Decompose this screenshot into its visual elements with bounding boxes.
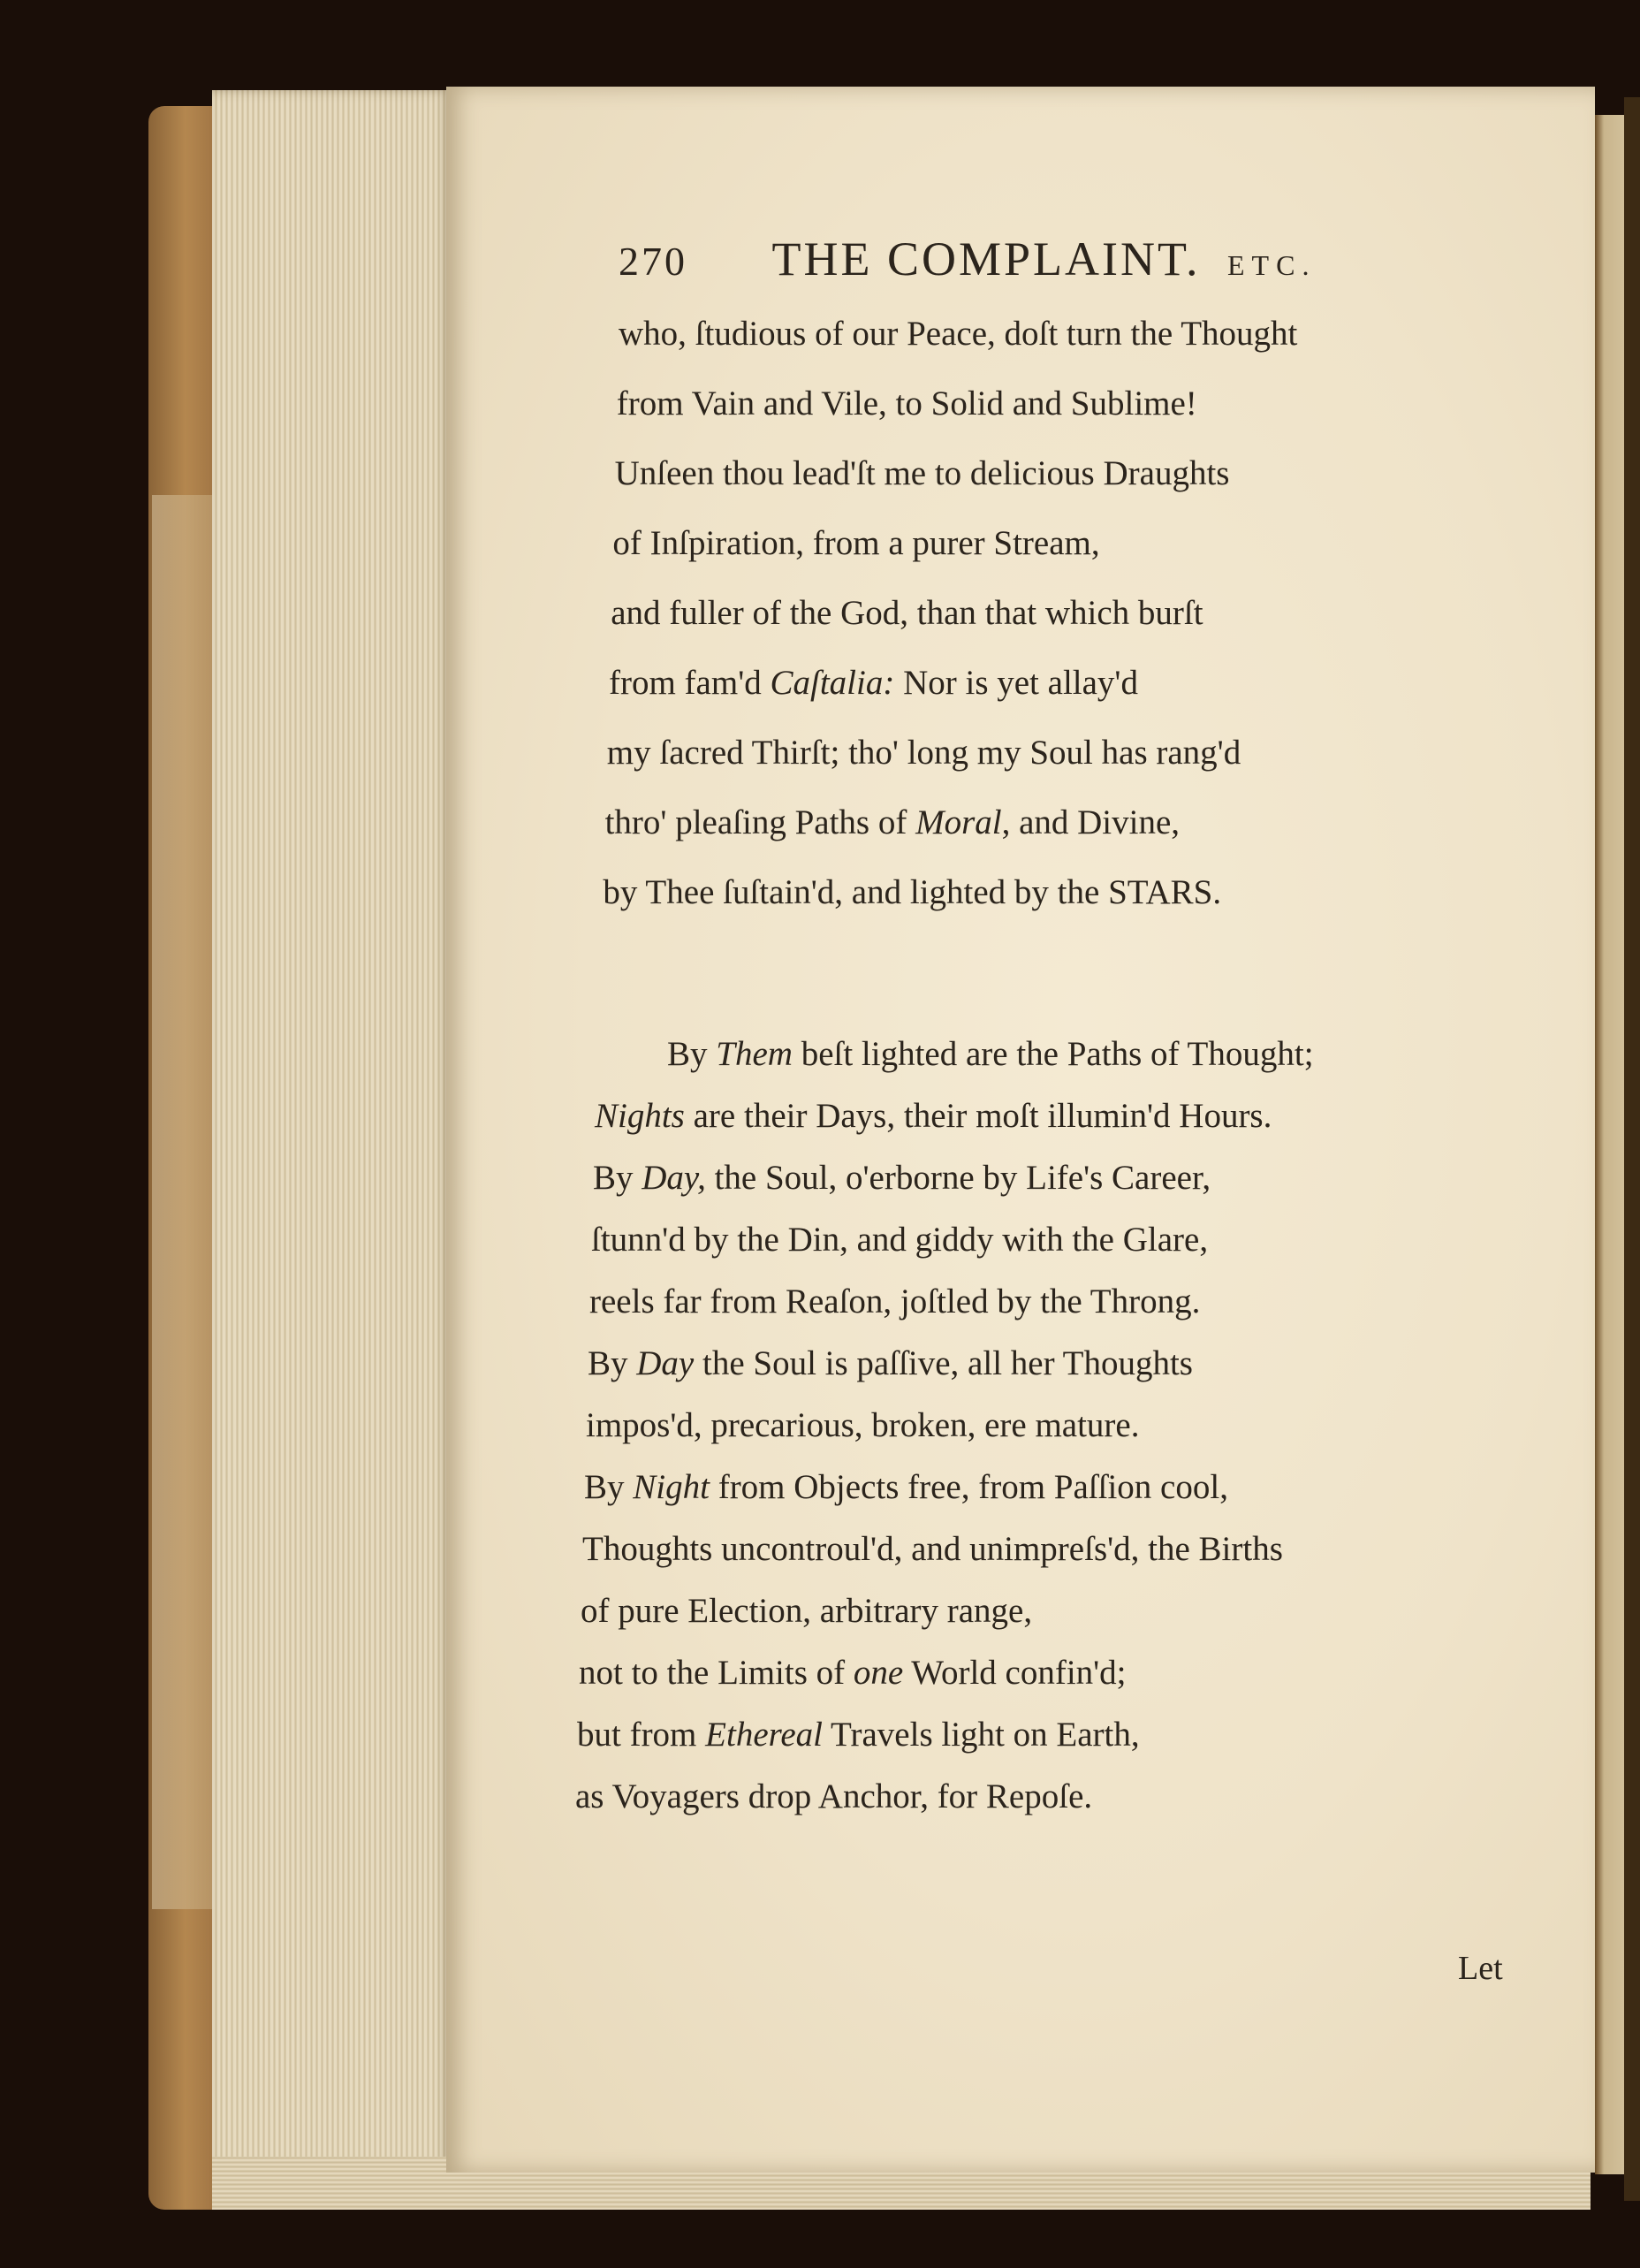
verse-text: from fam'd bbox=[609, 664, 771, 702]
verse-italic: Nights bbox=[595, 1097, 685, 1135]
running-title: THE COMPLAINT. bbox=[771, 232, 1201, 285]
verse-italic: Day, bbox=[642, 1159, 706, 1197]
verse-line bbox=[607, 733, 1241, 772]
verse-line bbox=[582, 1529, 1283, 1569]
verse-line bbox=[615, 453, 1230, 493]
verse-text: by Thee ſuſtain'd, and lighted by the STARS. bbox=[603, 873, 1222, 911]
verse-text: my ſacred Thirſt; tho' long my Soul has rang'd bbox=[606, 734, 1241, 772]
verse-line bbox=[589, 1282, 1200, 1321]
verse-line bbox=[577, 1715, 1140, 1754]
verse-text: as Voyagers drop Anchor, for Repoſe. bbox=[575, 1777, 1093, 1815]
verse-italic: Them bbox=[716, 1035, 793, 1073]
verse-line bbox=[617, 384, 1197, 423]
verse-text: of pure Election, arbitrary range, bbox=[581, 1592, 1033, 1630]
verse-line bbox=[595, 1096, 1272, 1136]
verse-text: of Inſpiration, from a purer Stream, bbox=[612, 524, 1100, 562]
verse-line bbox=[591, 1220, 1208, 1260]
verse-text: and fuller of the God, than that which burſt bbox=[611, 594, 1203, 632]
book-cover-right bbox=[1624, 97, 1640, 2201]
verse-text: are their Days, their moſt illumin'd Hours. bbox=[684, 1097, 1272, 1135]
verse-line bbox=[586, 1405, 1139, 1445]
verse-text: ſtunn'd by the Din, and giddy with the Glare, bbox=[591, 1221, 1209, 1259]
verse-text: World confin'd; bbox=[903, 1654, 1127, 1692]
verse-text: Travels light on Earth, bbox=[823, 1716, 1140, 1754]
catchword: Let bbox=[1458, 1950, 1503, 1987]
running-header bbox=[619, 232, 1414, 302]
verse-line bbox=[612, 523, 1099, 563]
verse-line bbox=[619, 314, 1297, 354]
verse-text: the Soul, o'erborne by Life's Career, bbox=[705, 1159, 1211, 1197]
verse-text: By bbox=[584, 1468, 634, 1506]
verse-text: Nor is yet allay'd bbox=[894, 664, 1138, 702]
verse-text: reels far from Reaſon, joſtled by the Throng. bbox=[589, 1282, 1201, 1320]
verse-line bbox=[605, 803, 1180, 842]
verse-italic: one bbox=[853, 1654, 904, 1692]
verse-text: By bbox=[593, 1159, 642, 1197]
verse-text: not to the Limits of bbox=[579, 1654, 854, 1692]
verse-text: thro' pleaſing Paths of bbox=[604, 803, 916, 841]
verse-text: who, ſtudious of our Peace, doſt turn the Thought bbox=[619, 315, 1298, 353]
page-edges bbox=[212, 90, 451, 2194]
page-number: 270 bbox=[619, 239, 687, 284]
verse-text: the Soul is paſſive, all her Thoughts bbox=[694, 1344, 1193, 1382]
verse-line bbox=[581, 1591, 1032, 1631]
verse-text: Unſeen thou lead'ſt me to delicious Draughts bbox=[614, 454, 1230, 492]
verse-italic: Night bbox=[633, 1468, 710, 1506]
verse-line bbox=[603, 872, 1221, 912]
verse-line bbox=[609, 663, 1138, 703]
verse-line bbox=[611, 593, 1203, 633]
verse-text: impos'd, precarious, broken, ere mature. bbox=[586, 1406, 1140, 1444]
verse-italic: Day bbox=[636, 1344, 695, 1382]
verse-italic: Ethereal bbox=[705, 1716, 823, 1754]
verse-text: beſt lighted are the Paths of Thought; bbox=[792, 1035, 1314, 1073]
running-title-suffix: ETC. bbox=[1227, 249, 1317, 281]
verse-text: from Vain and Vile, to Solid and Sublime! bbox=[616, 384, 1197, 422]
verse-text: but from bbox=[577, 1716, 706, 1754]
verse-text: By bbox=[667, 1035, 717, 1073]
cover-worn-patch bbox=[152, 495, 214, 1909]
verse-italic: Moral bbox=[915, 803, 1002, 841]
verse-text: By bbox=[588, 1344, 637, 1382]
verse-line bbox=[667, 1034, 1314, 1074]
verse-text: , and Divine, bbox=[1001, 803, 1181, 841]
verse-italic: Caſtalia: bbox=[770, 664, 895, 702]
verse-line bbox=[593, 1158, 1211, 1198]
verse-text: from Objects free, from Paſſion cool, bbox=[709, 1468, 1228, 1506]
verse-text: Thoughts uncontroul'd, and unimpreſs'd, the Births bbox=[582, 1530, 1283, 1568]
verse-line bbox=[579, 1653, 1127, 1693]
verse-line bbox=[584, 1467, 1228, 1507]
verse-line bbox=[588, 1343, 1193, 1383]
verse-line bbox=[575, 1777, 1092, 1816]
